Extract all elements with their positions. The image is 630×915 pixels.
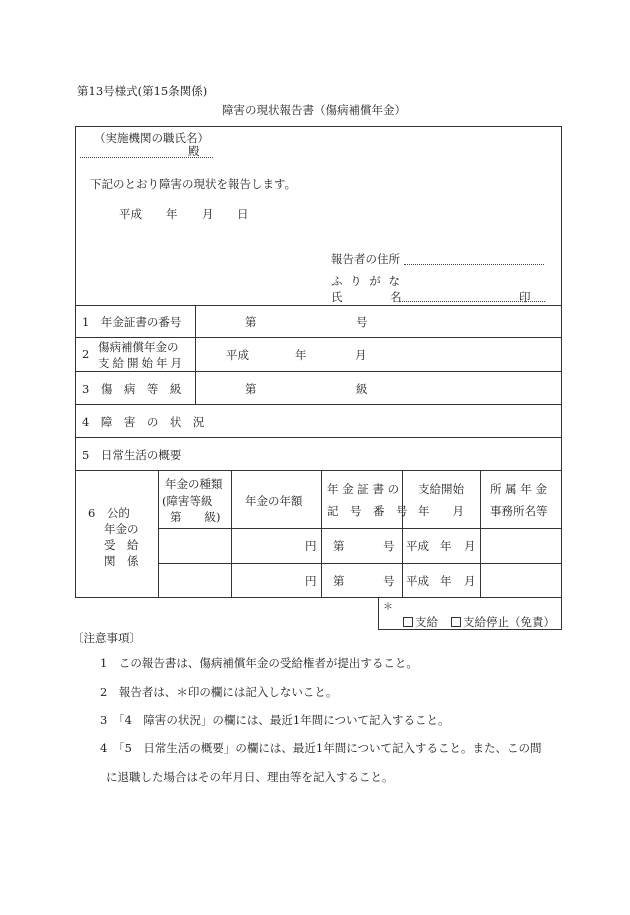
col-divider xyxy=(480,470,481,598)
pension-label-3: 受 給 xyxy=(104,538,139,552)
col-divider xyxy=(158,470,159,598)
start-date-num: 2 xyxy=(82,347,90,361)
note-item: に退職した場合はその年月日、理由等を記入すること。 xyxy=(106,770,394,784)
row-divider xyxy=(158,563,562,564)
payment-option[interactable] xyxy=(403,614,438,630)
row-divider xyxy=(75,470,562,471)
col-divider xyxy=(231,470,232,598)
name-label-1: 氏 xyxy=(331,290,343,304)
start-date-month: 月 xyxy=(355,348,367,362)
row1-month: 月 xyxy=(464,539,476,553)
form-number: 第13号様式(第15条関係) xyxy=(77,84,208,98)
furigana-label: ふ り が な xyxy=(331,274,402,288)
name-label-2: 名 xyxy=(390,290,402,304)
note-item: 1 この報告書は、傷病補償年金の受給権者が提出すること。 xyxy=(100,656,418,670)
suspension-option-label: 支給停止（免責） xyxy=(463,615,555,629)
col-divider xyxy=(402,470,403,598)
disability-status-label: 4 障 害 の 状 況 xyxy=(82,415,205,429)
row1-go: 号 xyxy=(383,539,395,553)
injury-grade-prefix: 第 xyxy=(245,382,257,396)
col-divider xyxy=(195,305,196,404)
pension-label-2: 年金の xyxy=(104,522,139,536)
pension-label-4: 関 係 xyxy=(104,554,139,568)
note-item: 4 「5 日常生活の概要」の欄には、最近1年間について記入すること。また、この間 xyxy=(100,741,542,755)
cert-number-prefix: 第 xyxy=(245,315,257,329)
injury-grade-suffix: 級 xyxy=(356,382,368,396)
row-divider xyxy=(158,528,562,529)
row1-yen: 円 xyxy=(305,539,317,553)
seal-mark: 印 xyxy=(519,290,531,304)
payment-option-label: 支給 xyxy=(415,615,438,629)
row-divider xyxy=(75,437,562,438)
pension-label-1: 6 公的 xyxy=(88,506,130,520)
date-era: 平成 xyxy=(119,207,142,221)
header-cert-1: 年 金 証 書 の xyxy=(327,482,400,496)
header-start-2: 年 月 xyxy=(418,504,464,518)
col-divider xyxy=(321,470,322,598)
date-day-label: 日 xyxy=(237,207,249,221)
row-divider xyxy=(75,305,562,306)
header-type-2: (障害等級 xyxy=(162,494,213,508)
row2-yen: 円 xyxy=(305,574,317,588)
cert-number-label: 1 年金証書の番号 xyxy=(82,315,182,329)
row-divider xyxy=(75,404,562,405)
note-item: 2 報告者は、＊印の欄には記入しないこと。 xyxy=(100,685,338,699)
note-item: 3 「4 障害の状況」の欄には、最近1年間について記入すること。 xyxy=(100,713,450,727)
start-date-era: 平成 xyxy=(226,348,249,362)
agency-name-field[interactable] xyxy=(80,157,213,158)
row1-year: 年 xyxy=(440,539,452,553)
statement: 下記のとおり障害の現状を報告します。 xyxy=(90,177,297,191)
start-date-label-2: 支給開始年月 xyxy=(98,356,185,370)
header-office-1: 所 属 年 金 xyxy=(490,482,547,496)
header-type-1: 年金の種類 xyxy=(165,477,223,491)
header-type-3: 第 級) xyxy=(170,510,221,524)
row2-dai: 第 xyxy=(333,574,345,588)
form-title: 障害の現状報告書（傷病補償年金） xyxy=(222,103,406,117)
agency-label: （実施機関の職氏名） xyxy=(94,131,209,145)
address-field[interactable] xyxy=(404,264,544,265)
start-date-label-1: 傷病補償年金の xyxy=(98,340,179,354)
date-year-label: 年 xyxy=(166,207,178,221)
injury-grade-label: 3 傷 病 等 級 xyxy=(82,382,182,396)
cert-number-suffix: 号 xyxy=(356,315,368,329)
start-date-year: 年 xyxy=(295,348,307,362)
row-divider xyxy=(75,337,562,338)
payment-checkbox[interactable] xyxy=(403,617,413,627)
daily-life-label: 5 日常生活の概要 xyxy=(82,448,182,462)
header-cert-2: 記 号 番 号 xyxy=(327,504,408,518)
notes-title: 〔注意事項〕 xyxy=(72,631,141,645)
header-office-2: 事務所名等 xyxy=(490,504,548,518)
date-month-label: 月 xyxy=(202,207,214,221)
row2-era: 平成 xyxy=(406,574,429,588)
row2-go: 号 xyxy=(383,574,395,588)
suspension-checkbox[interactable] xyxy=(451,617,461,627)
address-label: 報告者の住所 xyxy=(331,252,400,266)
row2-month: 月 xyxy=(464,574,476,588)
row1-era: 平成 xyxy=(406,539,429,553)
honorific: 殿 xyxy=(188,144,200,158)
asterisk-mark: ＊ xyxy=(383,602,393,613)
header-start-1: 支給開始 xyxy=(418,482,464,496)
row2-year: 年 xyxy=(440,574,452,588)
header-amount: 年金の年額 xyxy=(245,494,303,508)
row-divider xyxy=(75,371,562,372)
row1-dai: 第 xyxy=(333,539,345,553)
suspension-option[interactable] xyxy=(451,614,555,630)
